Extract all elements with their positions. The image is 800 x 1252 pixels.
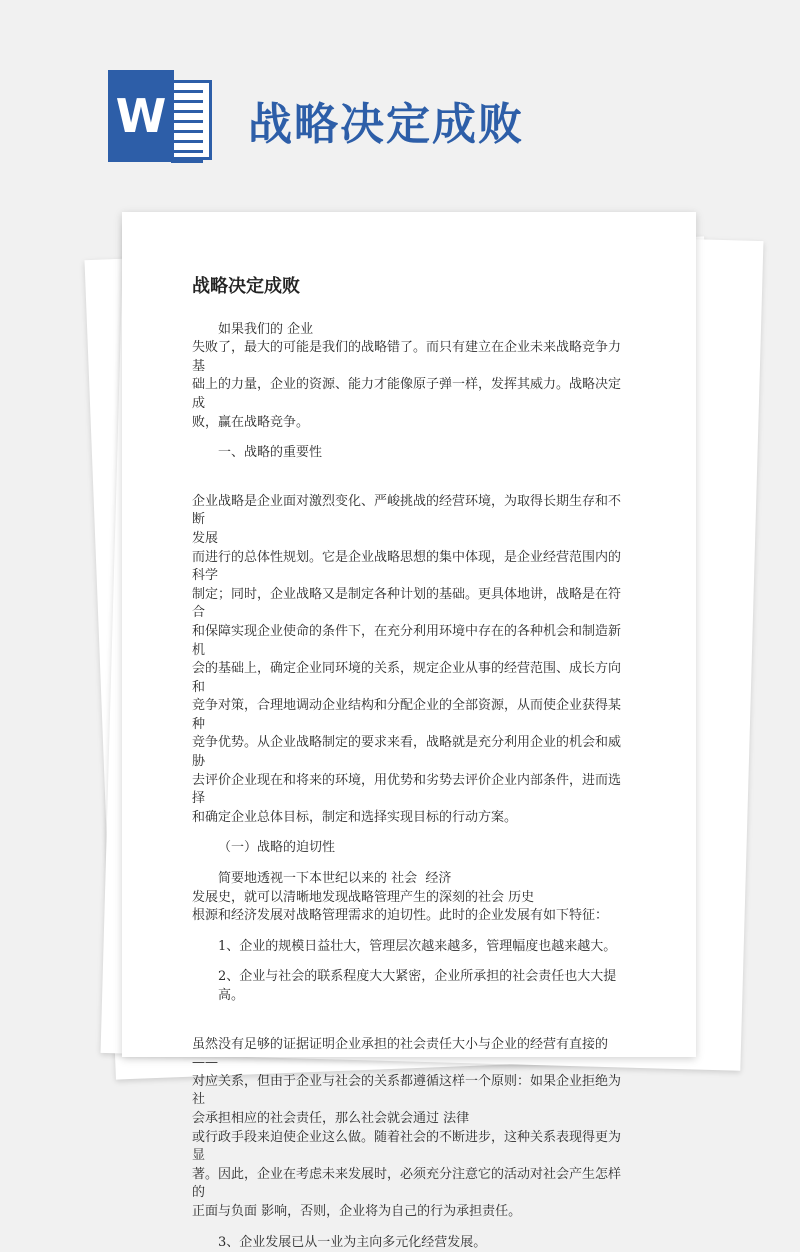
paragraph-line: 和确定企业总体目标，制定和选择实现目标的行动方案。 — [192, 809, 518, 825]
paragraph-line: 而进行的总体性规划。它是企业战略思想的集中体现，是企业经营范围内的 — [192, 549, 622, 565]
document-page — [122, 212, 696, 1250]
section-heading: 一、战略的重要性 — [218, 445, 323, 461]
paragraph-line: 和保障实现企业使命的条件下，在充分利用环境中存在的各种机会和制造新机 — [192, 623, 622, 658]
list-item: 2、企业与社会的联系程度大大紧密，企业所承担的社会责任也大大提高。 — [218, 969, 617, 1003]
paragraph-line: 会的基础上，确定企业同环境的关系，规定企业从事的经营范围、成长方向和 — [192, 661, 622, 695]
document-body — [192, 278, 632, 1252]
paragraph-line: 著。因此，企业在考虑未来发展时，必须充分注意它的活动对社会产生怎样的 — [192, 1166, 622, 1201]
page-header — [0, 0, 800, 200]
word-badge: W — [108, 70, 174, 162]
section-heading: （一）战略的迫切性 — [218, 840, 336, 856]
paragraph-line: 会承担相应的社会责任，那么社会就会通过 法律 — [192, 1110, 470, 1126]
header-title: 战略决定成败 — [248, 99, 524, 150]
paragraph-line: 败，赢在战略竞争。 — [192, 414, 310, 430]
paragraph-line: 正面与负面 影响，否则，企业将为自己的行为承担责任。 — [192, 1203, 522, 1219]
list-item: 1、企业的规模日益壮大，管理层次越来越多，管理幅度也越来越大。 — [218, 938, 617, 954]
paragraph-line: 去评价企业现在和将来的环境，用优势和劣势去评价企业内部条件，进而选择 — [192, 772, 622, 807]
paragraph-line: 虽然没有足够的证据证明企业承担的社会责任大小与企业的经营有直接的—— — [192, 1036, 609, 1071]
paragraph-line: 如果我们的 企业 — [218, 321, 314, 337]
paragraph-line: 竞争对策，合理地调动企业结构和分配企业的全部资源，从而使企业获得某种 — [192, 698, 622, 732]
document-title: 战略决定成败 — [192, 276, 300, 297]
paragraph-line: 竞争优势。从企业战略制定的要求来看，战略就是充分利用企业的机会和威胁 — [192, 735, 622, 770]
paragraph-line: 或行政手段来迫使企业这么做。随着社会的不断进步，这种关系表现得更为显 — [192, 1129, 622, 1164]
paragraph-line: 企业战略是企业面对激烈变化、严峻挑战的经营环境，为取得长期生存和不断 — [192, 493, 622, 528]
paragraph-line: 根源和经济发展对战略管理需求的迫切性。此时的企业发展有如下特征： — [192, 908, 609, 924]
paragraph-line: 础上的力量，企业的资源、能力才能像原子弹一样，发挥其威力。战略决定成 — [192, 377, 622, 411]
paragraph-line: 制定；同时，企业战略又是制定各种计划的基础。更具体地讲，战略是在符合 — [192, 586, 622, 621]
word-document-icon — [108, 70, 218, 162]
paragraph-line: 科学 — [192, 568, 219, 584]
list-item: 3、企业发展已从一业为主向多元化经营发展。 — [218, 1234, 487, 1250]
paragraph-line: 对应关系，但由于企业与社会的关系都遵循这样一个原则：如果企业拒绝为社 — [192, 1073, 622, 1108]
paragraph-line: 发展 — [192, 530, 219, 546]
paragraph-line: 发展史，就可以清晰地发现战略管理产生的深刻的社会 历史 — [192, 889, 535, 905]
paragraph-line: 失败了，最大的可能是我们的战略错了。而只有建立在企业未来战略竞争力基 — [192, 340, 622, 374]
paragraph-line: 简要地透视一下本世纪以来的 社会 经济 — [218, 871, 452, 887]
